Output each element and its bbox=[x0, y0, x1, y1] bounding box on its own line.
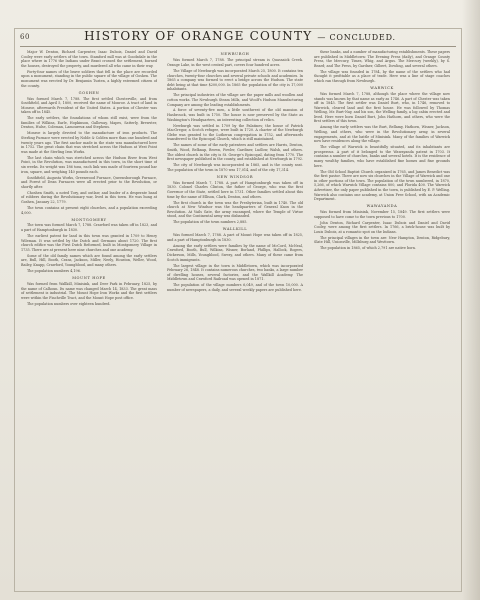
section-heading: MOUNT HOPE bbox=[72, 275, 106, 280]
paragraph: The population of the village numbers 6,049, and of the town 10,000. A number of newspapers, a daily, and several weekly papers are published here. bbox=[167, 283, 303, 292]
paragraph: A force of seventy-five men, a little southwest of the old mansion of Hasbrouck, was built in 1750. The house is now preserved by the State as Washington's Headquarters, an interesting collection of relics. bbox=[167, 108, 303, 122]
paragraph: The first church in the town was the Presbyterian, built in 1740. The old church at New Windsor was the headquarters of General Knox in the Revolution. At Vails Gate, the army encamped, where the Temple of Virtue stood, and the Continental army was disbanded. bbox=[167, 200, 303, 219]
paragraph: The principal villages in the town are: New Hampton, Denton, Ridgebury, Slate Hill, Unionville, Millsburg and Westtown. bbox=[314, 235, 450, 245]
paragraph: Was formed March 7, 1788. A part of Mount Hope was taken off in 1825, and a part of Hamptonburgh in 1830. bbox=[167, 233, 303, 242]
section-heading: WAWAYANDA bbox=[366, 204, 398, 209]
section-heading: NEWBURGH bbox=[220, 52, 250, 57]
text-column-3 bbox=[314, 50, 450, 590]
paragraph: The principal industries of the village are the paper mills and woollen and cotton works. The Newburgh Steam Mills, and Woolf's Hudson Manufacturing Company are among the leading establishments. bbox=[167, 93, 303, 107]
paragraph: Monroe is largely devoted to the manufacture of iron products. The Sterling Furnace were erected by Noble & Colden more than one hundred and twenty years ago. The first anchor made in the state was manufactured here in 1752. The great chain that was stretched across the Hudson at West Point was made at the Sterling Iron Works. bbox=[21, 131, 157, 154]
page-title-suffix: — CONCLUDED. bbox=[317, 33, 396, 42]
paragraph: these banks, and a number of manufacturing establishments. These papers are published in Middletown: The Evening Press (daily), and Orange County Press, the Mercury, Times, Whig, and Argus. The Mercury (weekly), by S. Beard; and The Press, by Gardner, Gilbert, Dowling, and several others. bbox=[314, 50, 450, 68]
paragraph: Newburgh was settled in 1709 by the Palatines; the house of Patrick MacGregor, a Scotch refugee, were built in 1720. A charter of the Newburgh Glebe was granted to the Lutheran congregation in 1752, and afterwards transferred to the Episcopal Church, which is still maintained. bbox=[167, 123, 303, 142]
paragraph: Some of the old family names which are found among the early settlers are, Bull, Hill, Booth, Crans, Jackson, Miller, Neely, Houston, Weller, Wood, Bailey, Knapp, Crawford, Youngblood, and many others. bbox=[21, 253, 157, 268]
paragraph: The town was formed March 7, 1788. Crawford was taken off in 1823, and a part of Hamptonburgh in 1830. bbox=[21, 223, 157, 233]
section-heading: MONTGOMERY bbox=[71, 217, 107, 222]
paragraph: The city of Newburgh was incorporated in 1865, and is the county seat. The population of the town in 1870 was 17,014, and of the city 17,314. bbox=[167, 163, 303, 172]
paragraph: The Old School Baptist Church organized in 1765, and James Benedict was the first pastor. There are now six churches in the Village of Warwick and one in other portions of the town. The population of the town numbered, in 1870, 5,266, of which Warwick Village contains 800, and Florida 400. The Warwick Advertiser, the only paper published in the town, is published by E. P. Welling. Warwick also contains one academy, at Union Free School, with an Academic Department. bbox=[314, 169, 450, 202]
paragraph: Was formed March 7, 1788. The principal stream is Quassaick Creek. Orange Lake, in the west central part, covers four hundred acres. bbox=[167, 58, 303, 67]
paragraph: The early settlers, the foundations of whom still exist, were from the families of Wilkins, Earle, Hopkinson, Galloway, Mapes, Satterly, Brewster, Denton, Hulse, Coleman, Lamoureux and Stephens. bbox=[21, 116, 157, 130]
title-rule bbox=[20, 46, 456, 47]
paragraph: Was formed March 7, 1788. The first settled Chesterville, and from Southfield, and April 5, 1800, received the name of Monroe. A tract of land in Monroe, afterwards President of the United States. A portion of Chester was taken off in 1845. bbox=[21, 96, 157, 115]
paragraph: John Denton, Richard Carpenter, Isaac Dubois and Daniel and David Cooley, were among the first settlers. In 1766, a brick-house was built by Louis Dubois, at a romantic spot on the Indians. bbox=[314, 220, 450, 234]
paragraph: Was formed from Minisink, November 15, 1849. The first settlers were supposed to have come to the town previous to 1700. bbox=[314, 210, 450, 219]
paragraph: The population in 1865, of which 2,791 are native born. bbox=[320, 246, 417, 251]
page-title bbox=[0, 29, 480, 43]
paragraph: Southfield, Augusta Works, Greenwood Furnace, Queensborough Furnace, and Forest of Dean Furnaces were all erected prior to the Revolution, or shortly after. bbox=[21, 175, 157, 189]
paragraph: Was formed from Wallkill, Minisink, and Deer Park in February, 1825, by the name of Calhoun. Its name was changed March 14, 1833. The great mass of settlement is industrial. The Mount Hope Iron Works and the first settlers were within the Finchville Tract, and the Mount Hope post office. bbox=[21, 281, 157, 300]
paragraph: Major W. Denton, Richard Carpenter, Isaac Dubois, Daniel and David Cooley were early settlers of the town. Stamford mill was at Goodsdale in the place where in 1776 the Indians under Brant crossed the settlement, burned the houses, destroyed the property, and murdered all who came in their way. bbox=[21, 50, 157, 68]
text-column-2 bbox=[167, 50, 303, 590]
page-title-main: HISTORY OF ORANGE COUNTY bbox=[84, 29, 313, 43]
paragraph: The village of Warwick is beautifully situated, and its inhabitants are prosperous. A part of it belonged to the Wawayanda patent in 1703. It contains a number of churches, banks and several hotels. It is the residence of many wealthy families, who have established fine homes and fine grounds here. bbox=[314, 145, 450, 168]
binding-shadow bbox=[462, 0, 480, 600]
paragraph: The village was founded in 1784, by the name of the settlers who had thought it profitable as a place of trade. Here was a line of stage coaches which ran through from Newburgh. bbox=[314, 69, 450, 83]
paragraph: The population numbers 4,196. bbox=[27, 269, 81, 273]
paragraph: Was formed March 7, 1788. A part of Hamptonburgh was taken off in 1830. Colonel Charles Clinton, the father of George, who was the first Governor of the State, settled here in 1731. Other families settled about this time by the name of Ellison, Clark, Denton, and others. bbox=[167, 180, 303, 199]
page-number: 60 bbox=[20, 33, 30, 41]
section-heading: WALLKILL bbox=[222, 227, 248, 232]
paragraph: Forty-four names of the brave soldiers that fell in the place are recorded upon a monument, standing in the public square of the village of Goshen. The monument was erected by Dr. Benjamin Tusten, a highly esteemed citizen of the county. bbox=[21, 69, 157, 88]
paragraph: Among the early settlers were families by the name of McCord, McNeal, Crawford, Booth, Bull, Wilkins, Wisner, Borland, Phillips, Hallock, Rogers, Dickerson, Mills, Youngblood, Swezy, and others. Many of these came from Scotch immigrants. bbox=[167, 243, 303, 262]
paragraph: The earliest patent for land in this town was granted in 1709 to Henry Wileman. It was settled by the Dutch and Germans about 1720. The first church edifice was the First Dutch Reformed, built in Montgomery Village in 1735. There are at present here nine churches and one academy. bbox=[21, 234, 157, 252]
paragraph: The names of some of the early patentees and settlers are Harris, Denton, Smith, Wood, Belknap, Brown, Fowler, Gardiner, Ludlow, Walsh, and others. The oldest church in the city is St. George's Episcopal, dating from 1770. The first newspaper published in the county, and established at Newburgh in 1792. bbox=[167, 143, 303, 162]
paragraph: The town contains at present eight churches, and a population exceeding 4,000. bbox=[21, 205, 157, 215]
paragraph: Choshen Smith, a noted Tory, and outlaw, and leader of a desperate band of robbers during the Revolutionary war, lived in this town. He was hung at Goshen, January 22, 1779. bbox=[21, 190, 157, 204]
text-column-1 bbox=[21, 50, 157, 590]
section-heading: NEW WINDSOR bbox=[216, 174, 254, 179]
paragraph: The Village of Newburgh was incorporated March 25, 1800. It contains ten churches, twenty-four churches and several private schools and academies. In 1865 a company was formed to erect a bridge across the Hudson. The state debt being at that time $200,000. In 1865 the population of the city is 17,000 inhabitants. bbox=[167, 68, 303, 92]
section-heading: GOSHEN bbox=[78, 90, 100, 95]
paragraph: The last chain which was stretched across the Hudson River from West Point, in the Revolution, was manufactured in this town, in the short time of six weeks. Its weight was 186 tons, each link was made of fourteen pound bar iron, square, and weighing 140 pounds each. bbox=[21, 155, 157, 174]
paragraph: The population of the town numbers 2,885. bbox=[173, 220, 248, 225]
paragraph: Among the early settlers was the Burt, Bellamy, Hathorn, Wisner, Jackson, Welling, and others, who were in the Revolutionary army, in several engagements, and at the battle of Minisink. Many of the families of Warwick now have residences along the village. bbox=[314, 125, 450, 144]
section-heading: WARWICK bbox=[370, 85, 394, 90]
paragraph: The population numbers over eighteen hundred. bbox=[27, 301, 111, 306]
paragraph: Was formed March 7, 1788, although the place where the village now stands was known by that name as early as 1746. A part of Chester was taken off in 1845. The first settler was Daniel Burt, who, in 1746, removed to Warwick, cleared land and the first house. He was followed by Thomas Welling, Mr. Burt-Nay, and his son, the Welling family, a log cabin erected and lived. Here were born Daniel Burt, John Hathorn, and others, who were the first settlers of this town. bbox=[314, 91, 450, 124]
paragraph: The largest village in the town is Middletown, which was incorporated February 26, 1848. It contains numerous churches, two banks, a large number of dwelling houses, several factories, and the Wallkill Academy. The Middletown and Crawford Railroad was opened in 1871. bbox=[167, 263, 303, 282]
